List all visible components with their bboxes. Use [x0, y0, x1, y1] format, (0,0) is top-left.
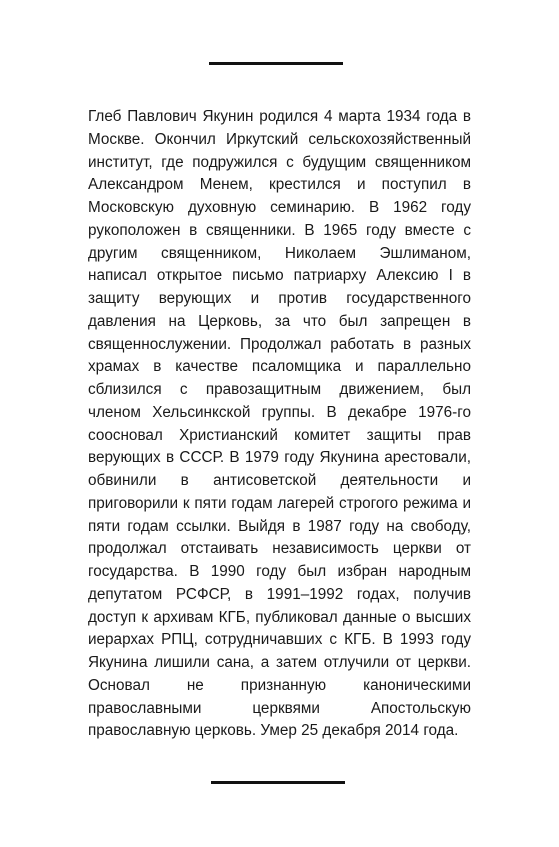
- bottom-divider: [211, 781, 345, 784]
- top-divider: [209, 62, 343, 65]
- body-paragraph: Глеб Павлович Якунин родился 4 марта 1934 года в Москве. Окончил Иркутский сельскохозяйственный институт, где подружился с будущим священником Александром Менем, крестился и поступил в Московскую духовную семинарию. В 1962 году рукоположен в священники. В 1965 году вместе с другим священником, Николаем Эшлиманом, написал открытое письмо патриарху Алексию I в защиту верующих и против государственного давления на Церковь, за что был запрещен в священнослужении. Продолжал работать в разных храмах в качестве псаломщика и параллельно сблизился с правозащитным движением, был членом Хельсинкской группы. В декабре 1976-го сооснoвал Христианский комитет защиты прав верующих в СССР. В 1979 году Якунина арестовали, обвинили в антисоветской деятельности и приговорили к пяти годам лагерей строгого режима и пяти годам ссылки. Выйдя в 1987 году на свободу, продолжал отстаивать независимость церкви от государства. В 1990 году был избран народным депутатом РСФСР, в 1991–1992 годах, получив доступ к архивам КГБ, публиковал данные о высших иерархах РПЦ, сотрудничавших с КГБ. В 1993 году Якунина лишили сана, а затем отлучили от церкви. Основал не признанную каноническими православными церквями Апостольскую православную церковь. Умер 25 декабря 2014 года.: [88, 108, 471, 740]
